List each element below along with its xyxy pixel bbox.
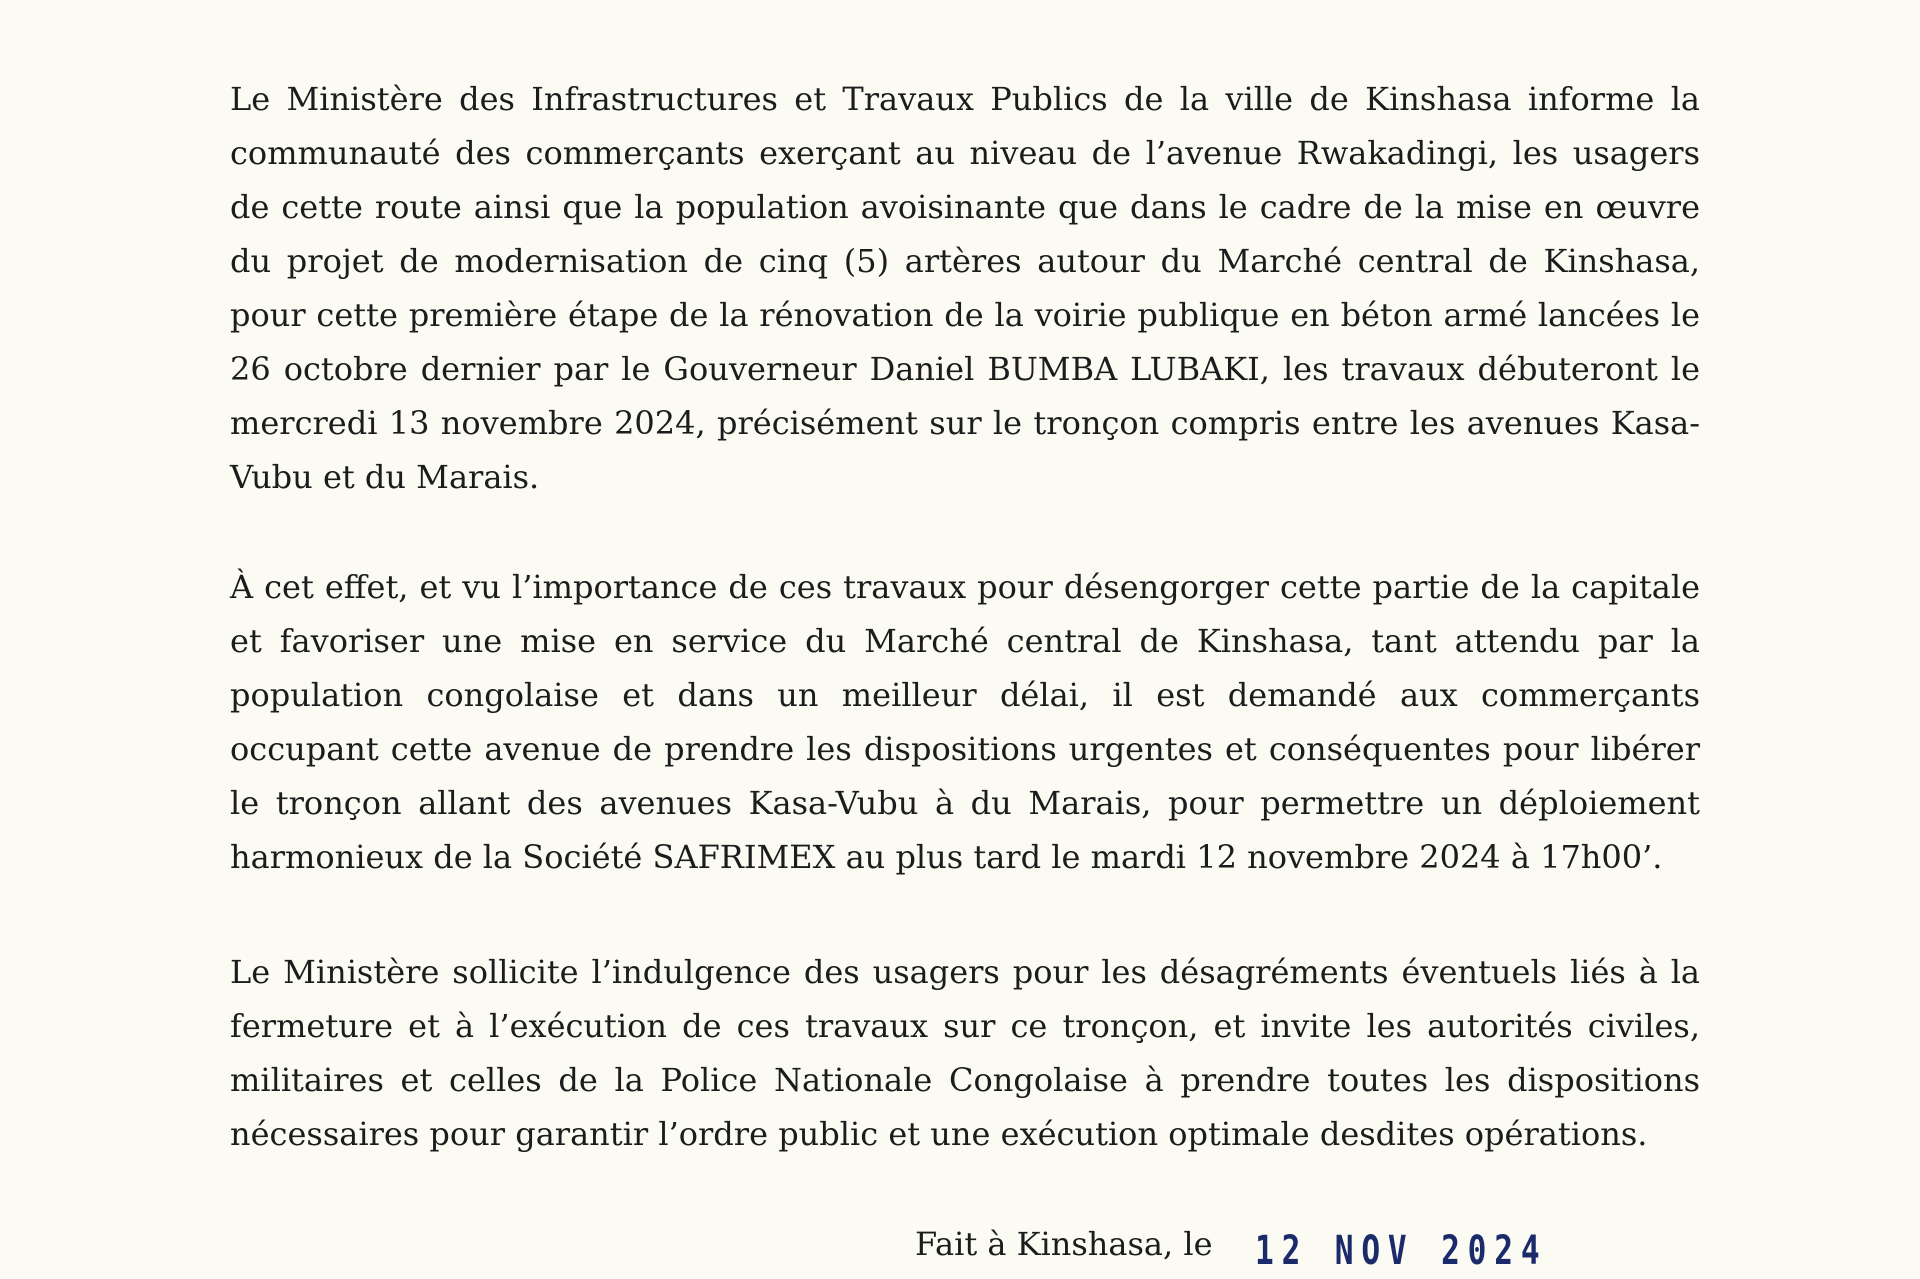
paragraph-request: À cet effet, et vu l’importance de ces travaux pour désengorger cette partie de la capitale et favoriser une mise en service du Marché central de Kinshasa, tant attendu par la population congolaise et dans un meilleur délai, il est demandé aux commerçants occupant cette avenue de prendre les dispositions urgentes et conséquentes pour libérer le tronçon allant des avenues Kasa-Vubu à du Marais, pour permettre un déploiement harmonieux de la Société SAFRIMEX au plus tard le mardi 12 novembre 2024 à 17h00’. bbox=[230, 568, 1700, 876]
date-stamp: 12 NOV 2024 bbox=[1255, 1228, 1548, 1274]
signoff-place-date-label: Fait à Kinshasa, le bbox=[915, 1225, 1213, 1263]
paragraph-announcement: Le Ministère des Infrastructures et Travaux Publics de la ville de Kinshasa informe la communauté des commerçants exerçant au niveau de l’avenue Rwakadingi, les usagers de cette route ainsi que la population avoisinante que dans le cadre de la mise en œuvre du projet de modernisation de cinq (5) artères autour du Marché central de Kinshasa, pour cette première étape de la rénovation de la voirie publique en béton armé lancées le 26 octobre dernier par le Gouverneur Daniel BUMBA LUBAKI, les travaux débuteront le mercredi 13 novembre 2024, précisément sur le tronçon compris entre les avenues Kasa-Vubu et du Marais. bbox=[230, 80, 1700, 496]
paragraph-indulgence: Le Ministère sollicite l’indulgence des usagers pour les désagréments éventuels liés à la fermeture et à l’exécution de ces travaux sur ce tronçon, et invite les autorités civiles, militaires et celles de la Police Nationale Congolaise à prendre toutes les dispositions nécessaires pour garantir l’ordre public et une exécution optimale desdites opérations. bbox=[230, 953, 1700, 1153]
